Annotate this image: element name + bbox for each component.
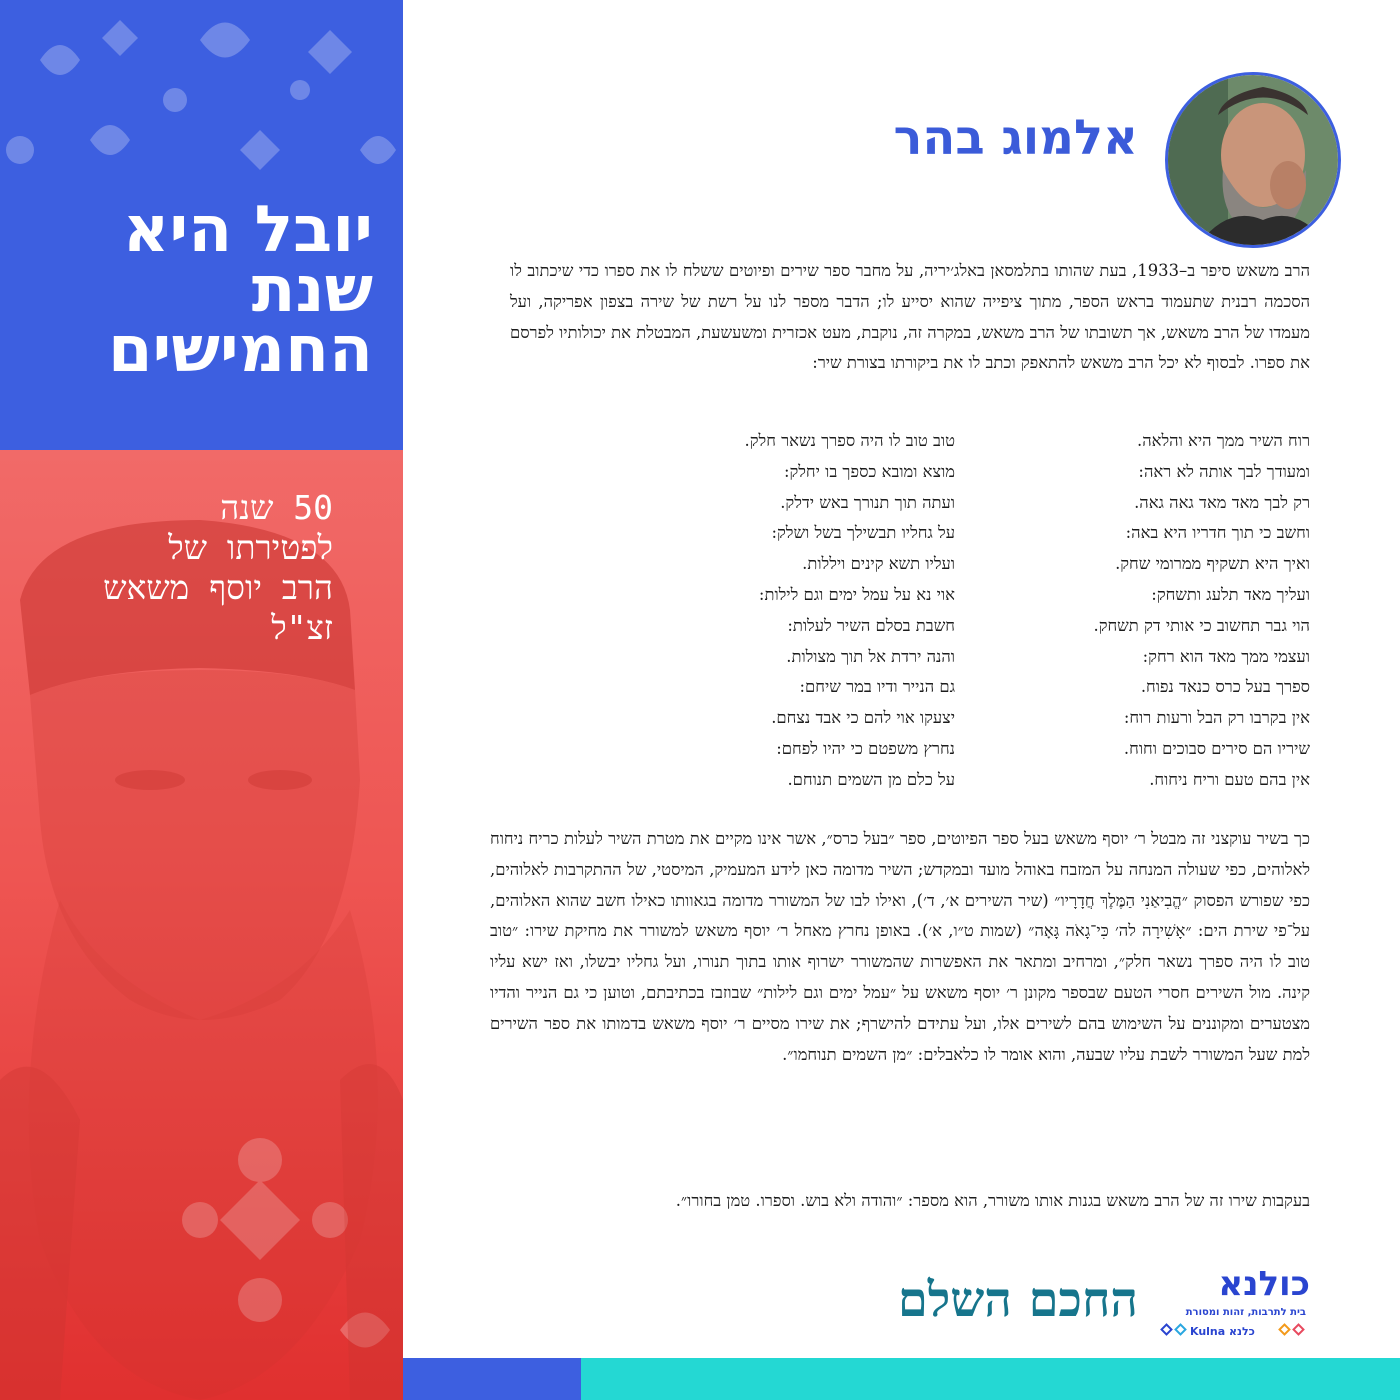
diamond-icon <box>1278 1323 1291 1336</box>
subtitle <box>13 488 333 648</box>
poem-line: על גחליו תבשילך בשל ושלק: <box>771 523 955 543</box>
poem-line: מוצא ומובא כספך בו יחלק: <box>783 461 955 481</box>
poem-line: אין בקרבו רק הבל ורעות רוח: <box>1123 708 1310 728</box>
poem-line: חשבת בסלם השיר לעלות: <box>787 615 955 635</box>
poem-line: ומעודך לבך אותה לא ראה: <box>1138 461 1310 481</box>
poem-line: על כלם מן השמים תנוחם. <box>787 769 955 789</box>
rabbi-portrait <box>0 520 403 1400</box>
kulna-wordmark: כולנא <box>1218 1264 1310 1304</box>
subtitle-line: הרב יוסף משאש <box>103 568 333 607</box>
poem-line: ועליך מאד תלעג ותשחק: <box>1151 584 1310 604</box>
poem-line: והנה ירדת אל תוך מצולות. <box>786 646 955 666</box>
intro-paragraph: הרב משאש סיפר ב–1933, בעת שהותו בתלמסאן באלג׳יריה, על מחבר ספר שירים ופיוטים ששלח לו את ספרו כדי שיכתוב לו הסכמה רבנית שתעמוד בראש הספר, מתוך ציפייה שהוא יסייע לו; הדבר מספר לנו על רשת של שירה בצפון אפריקה, ועל מעמדו של הרב משאש, אך תשובתו של הרב משאש, במקרה זה, נוקבת, מעט אכזרית ומשעשעת, המבטלת את יכולותיו לפרסם את ספרו. לבסוף לא יכל הרב משאש להתאפק וכתב לו את ביקורתו בצורת שיר: <box>510 261 1311 373</box>
subtitle-line: זצ"ל <box>271 608 333 647</box>
subtitle-line: לפטירתו של <box>168 528 333 567</box>
bottom-accent-bar <box>403 1358 581 1400</box>
hacham-hashalem-logo: החכם השלם <box>897 1272 1138 1328</box>
main-title-line: החמישים <box>107 313 373 387</box>
author-avatar <box>1165 72 1341 248</box>
poem-line: יצעקו אוי להם כי אבד נצחם. <box>771 708 955 728</box>
analysis-paragraph: כך בשיר עוקצני זה מבטל ר׳ יוסף משאש בעל ספר הפיוטים, ספר ״בעל כרס״, אשר אינו מקיים את מטרת השיר לעלות כריח ניחוח לאלוהים, כפי שעולה המנחה על המזבח באוהל מועד ובמקדש; השיר מדומה כאן לידע המעמיק, המיסטי, של ההתקרבות לאלוהים, כפי שפורש הפסוק ״הֱבִיאַנִי הַמֶּלֶךְ חֲדָרָיו״ (שיר השירים א׳, ד׳), ואילו לבו של המשורר מדומה בגאוותו כאילו חשב שהוא האלוהים, על־פי שירת הים: ״אָשִׁירָה לה׳ כִּי־גָאֹה גָּאָה״ (שמות ט״ו, א׳). באופן נחרץ מאחל ר׳ יוסף משאש למשורר את מחיקת שירו: ״טוב טוב לו היה ספרך נשאר חלק״, ומרחיב ומתאר את האפשרות שהמשורר ישרוף אותו בתוך תנורו, ועל גחליו יבשלו, ואז ישא עליו קינה. מול השירים חסרי הטעם שבספר מקונן ר׳ יוסף משאש על ״עמל ימים וגם לילות״ שבוזבז בכתיבתם, וטוען כי גם הנייר והדיו מצטערים ומקוננים על השימוש בהם לשירים אלו, ועל עתידם להישרף; את שירו מסיים ר׳ יוסף משאש בדמותו את ספר השירים למת שעל המשורר לשבת עליו שבעה, והוא אומר לו כלאבלים: ״מן השמים תנוחמו״. <box>490 829 1310 1064</box>
poem-line: אין בהם טעם וריח ניחוח. <box>1149 769 1310 789</box>
main-title-line: יובל היא <box>122 193 373 267</box>
poem-line: נחרץ משפטם כי יהיו לפחם: <box>776 738 955 758</box>
poem-line: רוח השיר ממך היא והלאה. <box>1137 431 1310 450</box>
bottom-accent-bar-teal <box>581 1358 1400 1400</box>
poem-line: הוי גבר תחשוב כי אותי דק תשחק. <box>1093 615 1310 635</box>
author-photo <box>1168 75 1338 245</box>
poem-line: שיריו הם סירים סבוכים וחוח. <box>1123 738 1310 758</box>
poem-line: טוב טוב לו היה ספרך נשאר חלק. <box>744 431 955 450</box>
kulna-tagline: בית לתרבות, זהות ומסורת <box>1185 1307 1306 1318</box>
diamond-icon <box>1160 1323 1173 1336</box>
diamond-icon <box>1292 1323 1305 1336</box>
main-title-line: שנת <box>251 253 373 327</box>
closing-paragraph: בעקבות שירו זה של הרב משאש בגנות אותו משורר, הוא מספר: ״והודה ולא בוש. וספרו. טמן בחורו״. <box>675 1191 1310 1210</box>
poem-column-left <box>625 426 955 796</box>
poem-line: ואיך היא תשקיף ממרומי שחק. <box>1115 554 1310 574</box>
title-block <box>0 0 403 450</box>
subtitle-line: 50 שנה <box>220 488 333 527</box>
author-name: אלמוג בהר <box>893 110 1138 166</box>
poem-line: ועצמי ממך מאד הוא רחק: <box>1142 646 1310 666</box>
poem-line: גם הנייר ודיו במר שיחם: <box>799 677 955 697</box>
left-panel <box>0 0 403 1400</box>
poem-line: ועתה תוך תנורך באש ידלק. <box>780 492 955 512</box>
poem-line: רק לבך מאד מאד גאה גאה. <box>1134 492 1310 512</box>
kulna-logo <box>1160 1264 1310 1345</box>
poem-line: ספרך בעל כרס כנאד נפוח. <box>1140 677 1310 697</box>
diamond-icon <box>1174 1323 1187 1336</box>
main-title <box>13 193 373 387</box>
poem-line: וחשב כי תוך חדריו היא באה: <box>1125 523 1310 543</box>
poem-line: ועליו תשא קינים ויללות. <box>802 554 955 574</box>
kulna-english-label: Kulna כלנא <box>1190 1325 1255 1338</box>
poem-line: אוי נא על עמל ימים וגם לילות: <box>758 584 955 604</box>
poem-column-right <box>980 426 1310 796</box>
